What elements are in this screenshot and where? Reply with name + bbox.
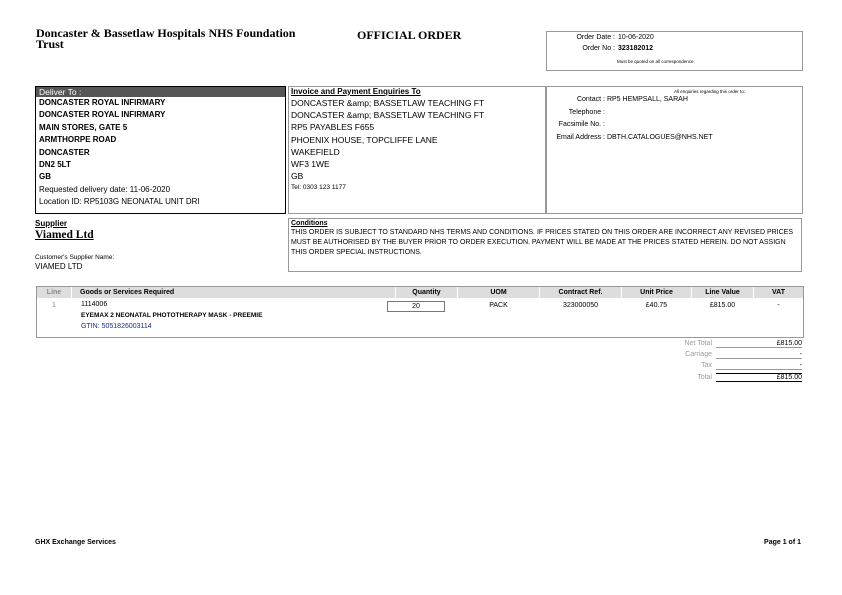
location-id: Location ID: RP5103G NEONATAL UNIT DRI [39, 197, 200, 207]
page-number: Page 1 of 1 [764, 539, 801, 546]
telephone-label: Telephone : [568, 108, 605, 116]
deliver-line: DONCASTER ROYAL INFIRMARY [39, 98, 166, 107]
document-title: OFFICIAL ORDER [357, 28, 462, 42]
conditions-heading: Conditions [291, 220, 328, 227]
column-header-line-value: Line Value [692, 287, 753, 298]
row-description: EYEMAX 2 NEONATAL PHOTOTHERAPY MASK - PREEMIE [81, 312, 263, 319]
row-vat: - [777, 302, 780, 309]
net-total-value: £815.00 [716, 340, 802, 348]
order-lines-table [36, 286, 804, 338]
invoice-panel [288, 86, 546, 214]
net-total-label: Net Total [684, 340, 712, 347]
invoice-line: WF3 1WE [291, 159, 330, 170]
contact-panel [546, 86, 803, 214]
deliver-line: MAIN STORES, GATE 5 [39, 122, 128, 132]
row-line-number: 1 [52, 302, 56, 309]
deliver-line: ARMTHORPE ROAD [39, 135, 117, 145]
row-gtin: GTIN: 5051826003114 [81, 323, 152, 330]
supplier-name: Viamed Ltd [35, 229, 94, 241]
column-header-vat: VAT [754, 287, 803, 298]
row-unit-price: £40.75 [645, 302, 668, 309]
customer-supplier-value: VIAMED LTD [35, 262, 83, 271]
invoice-telephone: Tel: 0303 123 1177 [291, 184, 346, 192]
carriage-label: Carriage [685, 351, 712, 358]
column-header-uom: UOM [458, 287, 539, 298]
deliver-to-panel [35, 86, 286, 214]
invoice-line: DONCASTER &amp; BASSETLAW TEACHING FT [291, 98, 485, 108]
total-label: Total [697, 374, 712, 381]
invoice-line: RP5 PAYABLES F655 [291, 122, 375, 133]
invoice-line: WAKEFIELD [291, 146, 340, 157]
column-header-contract: Contract Ref. [540, 287, 621, 298]
conditions-panel [288, 218, 802, 272]
invoice-line: DONCASTER &amp; BASSETLAW TEACHING FT [291, 110, 485, 121]
order-note: Must be quoted on all correspondence. [617, 59, 695, 64]
deliver-line: GB [39, 172, 51, 182]
order-date-label: Order Date : [576, 34, 615, 41]
contact-row [547, 94, 802, 107]
column-header-goods: Goods or Services Required [72, 287, 395, 298]
conditions-text: THIS ORDER IS SUBJECT TO STANDARD NHS TERMS AND CONDITIONS. IF PRICES STATED ON THIS ORDER ARE INCORRECT ANY REVISED PRICES MUST BE AUTHORISED BY THE BUYER PRIOR TO ORDER EXECUTION. PAYMENT WILL BE MADE AT THE PRICES STATED HEREIN. DO NOT ASSIGN THIS ORDER SPECIAL INSTRUCTIONS. [291, 229, 794, 256]
fax-row [547, 119, 802, 132]
supplier-heading: Supplier [35, 219, 68, 228]
order-date-value: 10-06-2020 [618, 34, 654, 41]
row-uom: PACK [489, 302, 508, 309]
order-no-value: 323182012 [618, 45, 654, 52]
row-contract-ref: 323000050 [562, 302, 599, 309]
order-info-box [546, 31, 803, 71]
invoice-heading: Invoice and Payment Enquiries To [291, 87, 421, 96]
contact-note: All enquiries regarding this order to: [673, 89, 746, 94]
email-label: Email Address : [556, 133, 605, 141]
organisation-name: Doncaster & Bassetlaw Hospitals NHS Foundation Trust [36, 26, 296, 51]
invoice-line: PHOENIX HOUSE, TOPCLIFFE LANE [291, 134, 438, 145]
row-quantity: 20 [387, 301, 445, 312]
order-no-label: Order No : [582, 45, 615, 52]
deliver-to-heading: Deliver To : [36, 87, 285, 97]
contact-label: Contact : [576, 96, 605, 103]
telephone-row [547, 107, 802, 120]
footer-left: GHX Exchange Services [35, 539, 116, 546]
row-product-code: 1114006 [81, 301, 108, 308]
email-value: DBTH.CATALOGUES@NHS.NET [606, 133, 713, 141]
column-header-unit-price: Unit Price [622, 287, 691, 298]
deliver-line: DN2 5LT [39, 160, 71, 170]
column-header-line: Line [37, 287, 71, 298]
total-value: £815.00 [716, 373, 802, 382]
tax-label: Tax [701, 362, 712, 369]
deliver-line: DONCASTER ROYAL INFIRMARY [39, 110, 166, 120]
customer-supplier-label: Customer's Supplier Name: [35, 254, 115, 261]
fax-label: Facsimile No. : [558, 121, 605, 128]
deliver-line: DONCASTER [39, 147, 90, 157]
tax-value: - [716, 362, 802, 370]
row-line-value: £815.00 [709, 302, 736, 309]
column-header-quantity: Quantity [396, 287, 457, 298]
invoice-line: GB [291, 171, 304, 182]
email-row [547, 132, 802, 145]
contact-value: RP5 HEMPSALL, SARAH [606, 96, 688, 103]
carriage-value: - [716, 351, 802, 359]
requested-delivery-date: Requested delivery date: 11-06-2020 [39, 184, 171, 194]
